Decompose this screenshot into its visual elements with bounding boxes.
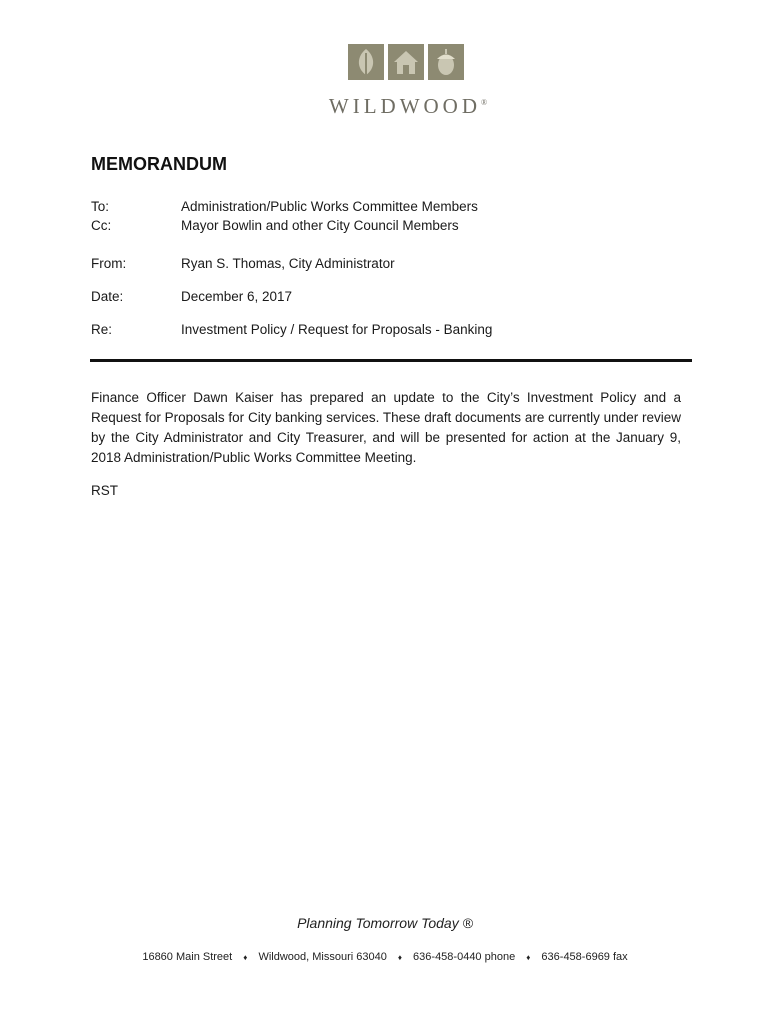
- header-divider: [90, 359, 692, 362]
- footer-phone: 636-458-0440 phone: [413, 951, 516, 963]
- to-label: To:: [91, 199, 110, 214]
- leaf-icon: [348, 44, 384, 80]
- footer-contact: [0, 951, 770, 963]
- re-row: [91, 322, 492, 337]
- cc-row: [91, 218, 459, 233]
- diamond-separator-icon: ♦: [397, 952, 402, 962]
- diamond-separator-icon: ♦: [526, 952, 531, 962]
- footer-fax: 636-458-6969 fax: [541, 951, 628, 963]
- house-icon: [388, 44, 424, 80]
- memo-body: Finance Officer Dawn Kaiser has prepared an update to the City’s Investment Policy and a Request for Proposals for City banking services. These draft documents are currently under review by the City Administrator and City Treasurer, and will be presented for action at the January 9, 2018 Administration/Public Works Committee Meeting.: [91, 390, 681, 465]
- footer-tagline: Planning Tomorrow Today ®: [297, 915, 473, 931]
- diamond-separator-icon: ♦: [243, 952, 248, 962]
- to-row: [91, 199, 478, 214]
- cc-value: Mayor Bowlin and other City Council Members: [181, 218, 459, 233]
- re-value: Investment Policy / Request for Proposals - Banking: [181, 322, 493, 337]
- footer-address: 16860 Main Street: [142, 951, 233, 963]
- from-row: [91, 256, 395, 271]
- wildwood-logo: [318, 44, 498, 122]
- from-value: Ryan S. Thomas, City Administrator: [181, 256, 395, 271]
- footer-city: Wildwood, Missouri 63040: [258, 951, 387, 963]
- acorn-icon: [428, 44, 464, 80]
- to-value: Administration/Public Works Committee Members: [181, 199, 478, 214]
- cc-label: Cc:: [91, 218, 112, 233]
- logo-wordmark: WILDWOOD®: [328, 94, 488, 118]
- re-label: Re:: [91, 322, 113, 337]
- memo-initials: RST: [91, 483, 118, 498]
- logo-tiles: [348, 44, 464, 80]
- date-value: December 6, 2017: [181, 289, 293, 304]
- date-label: Date:: [91, 289, 124, 304]
- date-row: [91, 289, 292, 304]
- from-label: From:: [91, 256, 127, 271]
- memo-title: MEMORANDUM: [91, 154, 227, 174]
